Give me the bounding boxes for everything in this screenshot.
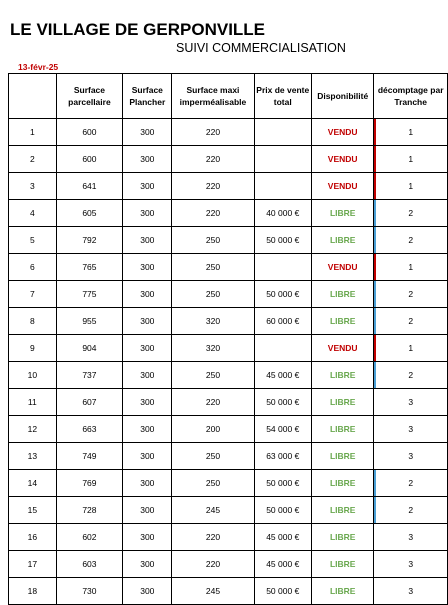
surface-impermeabilisable-cell: 245 [172, 497, 254, 524]
disponibilite-cell: LIBRE [312, 362, 374, 389]
surface-impermeabilisable-cell: 220 [172, 389, 254, 416]
prix-de-vente-cell: 50 000 € [254, 281, 312, 308]
prix-de-vente-cell: 50 000 € [254, 497, 312, 524]
table-row [9, 551, 448, 578]
surface-impermeabilisable-cell: 220 [172, 173, 254, 200]
surface-parcellaire-cell: 605 [56, 200, 123, 227]
surface-impermeabilisable-cell: 250 [172, 443, 254, 470]
disponibilite-cell: LIBRE [312, 281, 374, 308]
lot-number-cell: 10 [9, 362, 57, 389]
prix-de-vente-cell: 45 000 € [254, 551, 312, 578]
surface-plancher-cell: 300 [123, 524, 172, 551]
tranche-cell: 2 [374, 200, 448, 227]
column-header-surface-parcellaire: Surface parcellaire [56, 74, 123, 119]
column-header-prix-de-vente: Prix de vente total [254, 74, 312, 119]
surface-plancher-cell: 300 [123, 200, 172, 227]
prix-de-vente-cell: 50 000 € [254, 227, 312, 254]
table-row [9, 416, 448, 443]
disponibilite-cell: LIBRE [312, 524, 374, 551]
surface-plancher-cell: 300 [123, 443, 172, 470]
lot-number-cell: 4 [9, 200, 57, 227]
surface-plancher-cell: 300 [123, 578, 172, 605]
lot-number-cell: 8 [9, 308, 57, 335]
surface-parcellaire-cell: 663 [56, 416, 123, 443]
tranche-cell: 2 [374, 227, 448, 254]
column-header-lot [9, 74, 57, 119]
lot-number-cell: 16 [9, 524, 57, 551]
table-row [9, 146, 448, 173]
surface-parcellaire-cell: 775 [56, 281, 123, 308]
tranche-cell: 3 [374, 389, 448, 416]
tranche-cell: 3 [374, 416, 448, 443]
disponibilite-cell: VENDU [312, 254, 374, 281]
tranche-cell: 3 [374, 578, 448, 605]
surface-impermeabilisable-cell: 200 [172, 416, 254, 443]
prix-de-vente-cell: 50 000 € [254, 470, 312, 497]
disponibilite-cell: LIBRE [312, 200, 374, 227]
table-row [9, 254, 448, 281]
surface-parcellaire-cell: 600 [56, 146, 123, 173]
prix-de-vente-cell [254, 146, 312, 173]
table-row [9, 308, 448, 335]
disponibilite-cell: LIBRE [312, 578, 374, 605]
prix-de-vente-cell: 45 000 € [254, 524, 312, 551]
tranche-cell: 1 [374, 254, 448, 281]
surface-impermeabilisable-cell: 250 [172, 227, 254, 254]
lot-number-cell: 17 [9, 551, 57, 578]
table-row [9, 173, 448, 200]
table-row [9, 443, 448, 470]
prix-de-vente-cell: 45 000 € [254, 362, 312, 389]
tranche-cell: 3 [374, 551, 448, 578]
surface-impermeabilisable-cell: 220 [172, 146, 254, 173]
surface-plancher-cell: 300 [123, 551, 172, 578]
surface-impermeabilisable-cell: 245 [172, 578, 254, 605]
lot-number-cell: 2 [9, 146, 57, 173]
disponibilite-cell: LIBRE [312, 308, 374, 335]
column-header-disponibilite: Disponibilité [312, 74, 374, 119]
surface-impermeabilisable-cell: 250 [172, 281, 254, 308]
table-row [9, 335, 448, 362]
lot-number-cell: 18 [9, 578, 57, 605]
lot-number-cell: 7 [9, 281, 57, 308]
prix-de-vente-cell: 50 000 € [254, 578, 312, 605]
tranche-cell: 1 [374, 335, 448, 362]
prix-de-vente-cell: 40 000 € [254, 200, 312, 227]
column-header-surface-impermeabilisable: Surface maxi imperméalisable [172, 74, 254, 119]
surface-impermeabilisable-cell: 250 [172, 254, 254, 281]
tranche-cell: 2 [374, 308, 448, 335]
disponibilite-cell: LIBRE [312, 443, 374, 470]
surface-plancher-cell: 300 [123, 173, 172, 200]
surface-parcellaire-cell: 765 [56, 254, 123, 281]
surface-parcellaire-cell: 641 [56, 173, 123, 200]
surface-plancher-cell: 300 [123, 227, 172, 254]
lot-number-cell: 5 [9, 227, 57, 254]
table-row [9, 470, 448, 497]
tranche-cell: 3 [374, 524, 448, 551]
surface-plancher-cell: 300 [123, 497, 172, 524]
tranche-cell: 1 [374, 173, 448, 200]
page-subtitle: SUIVI COMMERCIALISATION [176, 41, 346, 55]
surface-impermeabilisable-cell: 220 [172, 119, 254, 146]
column-header-surface-plancher: Surface Plancher [123, 74, 172, 119]
surface-parcellaire-cell: 769 [56, 470, 123, 497]
surface-plancher-cell: 300 [123, 146, 172, 173]
surface-plancher-cell: 300 [123, 335, 172, 362]
surface-plancher-cell: 300 [123, 308, 172, 335]
lot-number-cell: 9 [9, 335, 57, 362]
lot-number-cell: 13 [9, 443, 57, 470]
table-row [9, 524, 448, 551]
tranche-cell: 2 [374, 362, 448, 389]
surface-impermeabilisable-cell: 250 [172, 362, 254, 389]
tranche-cell: 2 [374, 281, 448, 308]
surface-impermeabilisable-cell: 220 [172, 551, 254, 578]
surface-plancher-cell: 300 [123, 119, 172, 146]
surface-parcellaire-cell: 607 [56, 389, 123, 416]
surface-parcellaire-cell: 749 [56, 443, 123, 470]
prix-de-vente-cell [254, 173, 312, 200]
prix-de-vente-cell [254, 254, 312, 281]
lot-number-cell: 12 [9, 416, 57, 443]
surface-parcellaire-cell: 737 [56, 362, 123, 389]
prix-de-vente-cell [254, 119, 312, 146]
surface-impermeabilisable-cell: 320 [172, 335, 254, 362]
lot-number-cell: 11 [9, 389, 57, 416]
disponibilite-cell: LIBRE [312, 551, 374, 578]
document-date: 13-févr-25 [18, 62, 59, 72]
disponibilite-cell: VENDU [312, 335, 374, 362]
surface-plancher-cell: 300 [123, 470, 172, 497]
surface-parcellaire-cell: 904 [56, 335, 123, 362]
lot-number-cell: 6 [9, 254, 57, 281]
column-header-decomptage-tranche: décomptage par Tranche [374, 74, 448, 119]
tranche-cell: 3 [374, 443, 448, 470]
disponibilite-cell: VENDU [312, 173, 374, 200]
table-row [9, 119, 448, 146]
disponibilite-cell: LIBRE [312, 416, 374, 443]
surface-parcellaire-cell: 955 [56, 308, 123, 335]
surface-parcellaire-cell: 603 [56, 551, 123, 578]
table-row [9, 497, 448, 524]
table-body [9, 119, 448, 605]
surface-impermeabilisable-cell: 220 [172, 524, 254, 551]
prix-de-vente-cell: 54 000 € [254, 416, 312, 443]
disponibilite-cell: LIBRE [312, 470, 374, 497]
prix-de-vente-cell: 63 000 € [254, 443, 312, 470]
tranche-cell: 1 [374, 146, 448, 173]
surface-plancher-cell: 300 [123, 389, 172, 416]
surface-impermeabilisable-cell: 250 [172, 470, 254, 497]
disponibilite-cell: VENDU [312, 146, 374, 173]
disponibilite-cell: LIBRE [312, 227, 374, 254]
lot-number-cell: 14 [9, 470, 57, 497]
surface-parcellaire-cell: 602 [56, 524, 123, 551]
surface-plancher-cell: 300 [123, 281, 172, 308]
tranche-cell: 2 [374, 470, 448, 497]
tranche-cell: 2 [374, 497, 448, 524]
prix-de-vente-cell: 50 000 € [254, 389, 312, 416]
surface-plancher-cell: 300 [123, 416, 172, 443]
table-row [9, 578, 448, 605]
page-title: LE VILLAGE DE GERPONVILLE [10, 20, 266, 39]
surface-parcellaire-cell: 600 [56, 119, 123, 146]
lot-number-cell: 15 [9, 497, 57, 524]
tranche-cell: 1 [374, 119, 448, 146]
table-row [9, 200, 448, 227]
surface-parcellaire-cell: 792 [56, 227, 123, 254]
disponibilite-cell: LIBRE [312, 497, 374, 524]
table-row [9, 281, 448, 308]
prix-de-vente-cell [254, 335, 312, 362]
table-row [9, 362, 448, 389]
lot-number-cell: 1 [9, 119, 57, 146]
surface-parcellaire-cell: 728 [56, 497, 123, 524]
table-row [9, 389, 448, 416]
surface-impermeabilisable-cell: 320 [172, 308, 254, 335]
surface-plancher-cell: 300 [123, 254, 172, 281]
table-row [9, 227, 448, 254]
table-header-row [9, 74, 448, 119]
prix-de-vente-cell: 60 000 € [254, 308, 312, 335]
commercialisation-table [8, 73, 448, 605]
disponibilite-cell: LIBRE [312, 389, 374, 416]
surface-plancher-cell: 300 [123, 362, 172, 389]
surface-impermeabilisable-cell: 220 [172, 200, 254, 227]
disponibilite-cell: VENDU [312, 119, 374, 146]
lot-number-cell: 3 [9, 173, 57, 200]
surface-parcellaire-cell: 730 [56, 578, 123, 605]
